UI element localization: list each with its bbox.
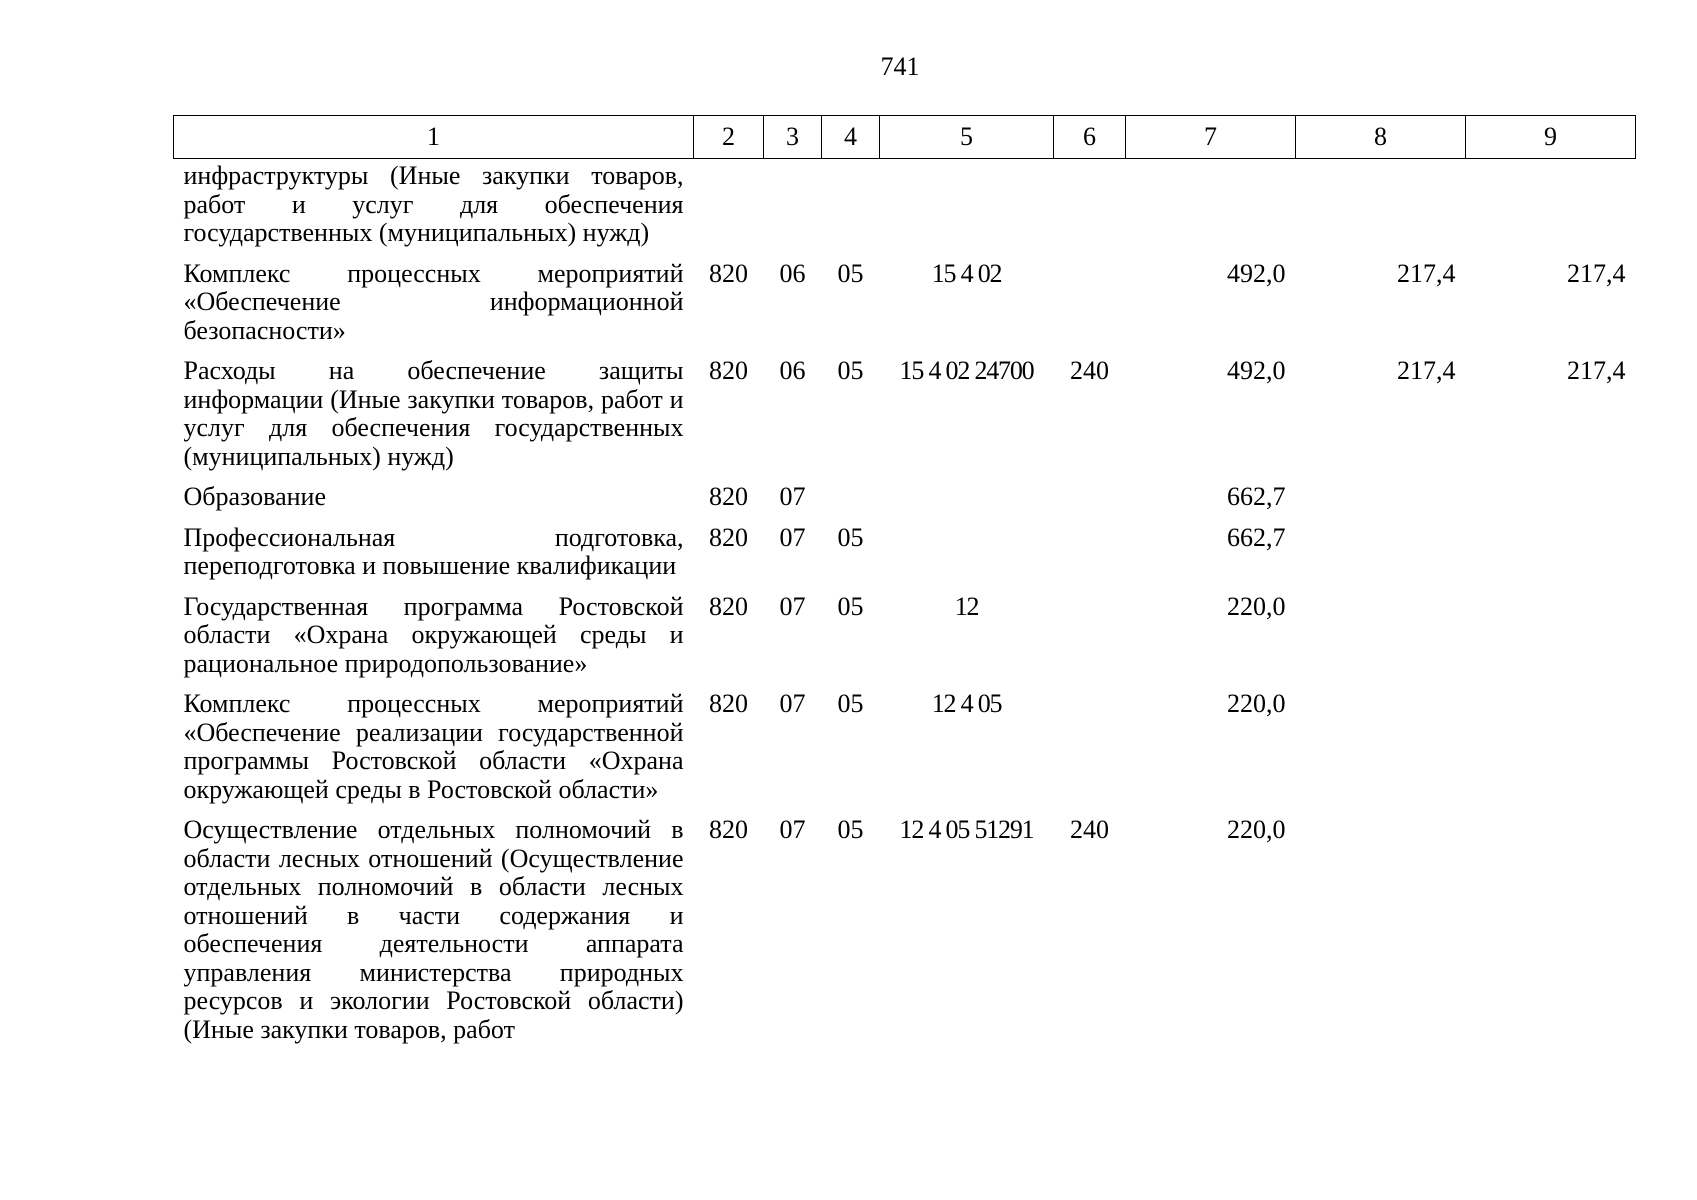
cell-amount-9 — [1466, 593, 1636, 691]
row-name: Образование — [183, 482, 327, 511]
cell-target-article: 12 4 05 51291 — [899, 815, 1034, 844]
cell-target-article: 12 4 05 — [931, 689, 1002, 718]
cell-target-article — [880, 483, 1054, 524]
cell-amount-9: 217,4 — [1567, 258, 1626, 288]
cell-expense-type — [1054, 260, 1126, 358]
row-name: Расходы на обеспечение защиты информации (Иные закупки товаров, работ и услуг для обеспечения государственных (муниципальных) нужд) — [183, 356, 684, 471]
row-name: Государственная программа Ростовской области «Охрана окружающей среды и рациональное природопользование» — [183, 591, 684, 678]
table-body — [174, 159, 1636, 1057]
cell-expense-type: 240 — [1070, 356, 1109, 385]
cell-admin-code: 820 — [709, 356, 748, 385]
cell-amount-7: 492,0 — [1227, 356, 1286, 385]
cell-amount-8: 217,4 — [1397, 258, 1456, 288]
table-row — [174, 357, 1636, 483]
cell-amount-9: 217,4 — [1567, 356, 1626, 385]
column-header-1: 1 — [174, 116, 694, 159]
table-row — [174, 593, 1636, 691]
cell-target-article: 15 4 02 24700 — [899, 356, 1034, 385]
cell-amount-8 — [1296, 524, 1466, 593]
cell-expense-type — [1054, 690, 1126, 816]
cell-amount-7: 220,0 — [1227, 689, 1286, 718]
cell-subsection: 05 — [837, 258, 864, 288]
column-header-2: 2 — [694, 116, 764, 159]
table-header — [174, 116, 1636, 159]
row-name: Осуществление отдельных полномочий в области лесных отношений (Осуществление отдельных полномочий в области лесных отношений в части содержания и обеспечения деятельности аппарата управления министерства природных ресурсов и экологии Ростовской области) (Иные закупки товаров, работ — [183, 815, 684, 1044]
cell-section: 07 — [779, 591, 806, 621]
cell-section: 07 — [779, 522, 806, 552]
cell-amount-8 — [1296, 159, 1466, 260]
cell-section: 06 — [779, 258, 806, 288]
cell-target-article: 12 — [954, 591, 979, 621]
cell-amount-8: 217,4 — [1397, 356, 1456, 385]
cell-admin-code: 820 — [709, 482, 748, 511]
cell-amount-7: 662,7 — [1227, 482, 1286, 511]
table-row — [174, 260, 1636, 358]
cell-amount-8 — [1296, 690, 1466, 816]
cell-section: 07 — [779, 815, 806, 844]
cell-target-article — [880, 159, 1054, 260]
table-row — [174, 816, 1636, 1056]
cell-target-article — [880, 524, 1054, 593]
cell-amount-7: 220,0 — [1227, 591, 1286, 621]
cell-section — [764, 159, 822, 260]
cell-amount-9 — [1466, 816, 1636, 1056]
column-header-3: 3 — [764, 116, 822, 159]
column-header-9: 9 — [1466, 116, 1636, 159]
cell-section: 07 — [779, 482, 806, 511]
column-header-8: 8 — [1296, 116, 1466, 159]
row-name: Комплекс процессных мероприятий «Обеспечение реализации государственной программы Ростовской области «Охрана окружающей среды в Ростовской области» — [183, 689, 684, 804]
cell-expense-type — [1054, 593, 1126, 691]
cell-admin-code: 820 — [709, 258, 748, 288]
cell-expense-type — [1054, 524, 1126, 593]
column-header-5: 5 — [880, 116, 1054, 159]
row-name: инфраструктуры (Иные закупки товаров, работ и услуг для обеспечения государственных (муниципальных) нужд) — [183, 161, 684, 247]
cell-subsection: 05 — [837, 356, 864, 385]
cell-admin-code: 820 — [709, 522, 748, 552]
cell-expense-type — [1054, 483, 1126, 524]
cell-section: 07 — [779, 689, 806, 718]
cell-amount-7 — [1126, 159, 1296, 260]
header-row — [174, 116, 1636, 159]
cell-amount-7: 492,0 — [1227, 258, 1286, 288]
cell-amount-7: 662,7 — [1227, 522, 1286, 552]
cell-subsection: 05 — [837, 591, 864, 621]
cell-amount-9 — [1466, 159, 1636, 260]
cell-subsection: 05 — [837, 522, 864, 552]
budget-table — [173, 115, 1636, 1056]
cell-amount-8 — [1296, 483, 1466, 524]
cell-subsection — [822, 483, 880, 524]
column-header-4: 4 — [822, 116, 880, 159]
column-header-6: 6 — [1054, 116, 1126, 159]
cell-admin-code: 820 — [709, 689, 748, 718]
cell-amount-9 — [1466, 690, 1636, 816]
cell-subsection: 05 — [837, 815, 864, 844]
column-header-7: 7 — [1126, 116, 1296, 159]
table-row — [174, 483, 1636, 524]
cell-admin-code: 820 — [709, 591, 748, 621]
cell-amount-8 — [1296, 593, 1466, 691]
cell-amount-7: 220,0 — [1227, 815, 1286, 844]
cell-section: 06 — [779, 356, 806, 385]
table-row — [174, 524, 1636, 593]
page-number: 741 — [880, 52, 920, 81]
cell-expense-type: 240 — [1070, 815, 1109, 844]
table-row — [174, 690, 1636, 816]
cell-amount-8 — [1296, 816, 1466, 1056]
row-name: Профессиональная подготовка, переподготовка и повышение квалификации — [183, 522, 684, 580]
cell-subsection: 05 — [837, 689, 864, 718]
cell-subsection — [822, 159, 880, 260]
row-name: Комплекс процессных мероприятий «Обеспечение информационной безопасности» — [183, 258, 684, 345]
table-row — [174, 159, 1636, 260]
cell-target-article: 15 4 02 — [931, 258, 1002, 288]
cell-expense-type — [1054, 159, 1126, 260]
cell-admin-code — [694, 159, 764, 260]
cell-admin-code: 820 — [709, 815, 748, 844]
cell-amount-9 — [1466, 524, 1636, 593]
cell-amount-9 — [1466, 483, 1636, 524]
